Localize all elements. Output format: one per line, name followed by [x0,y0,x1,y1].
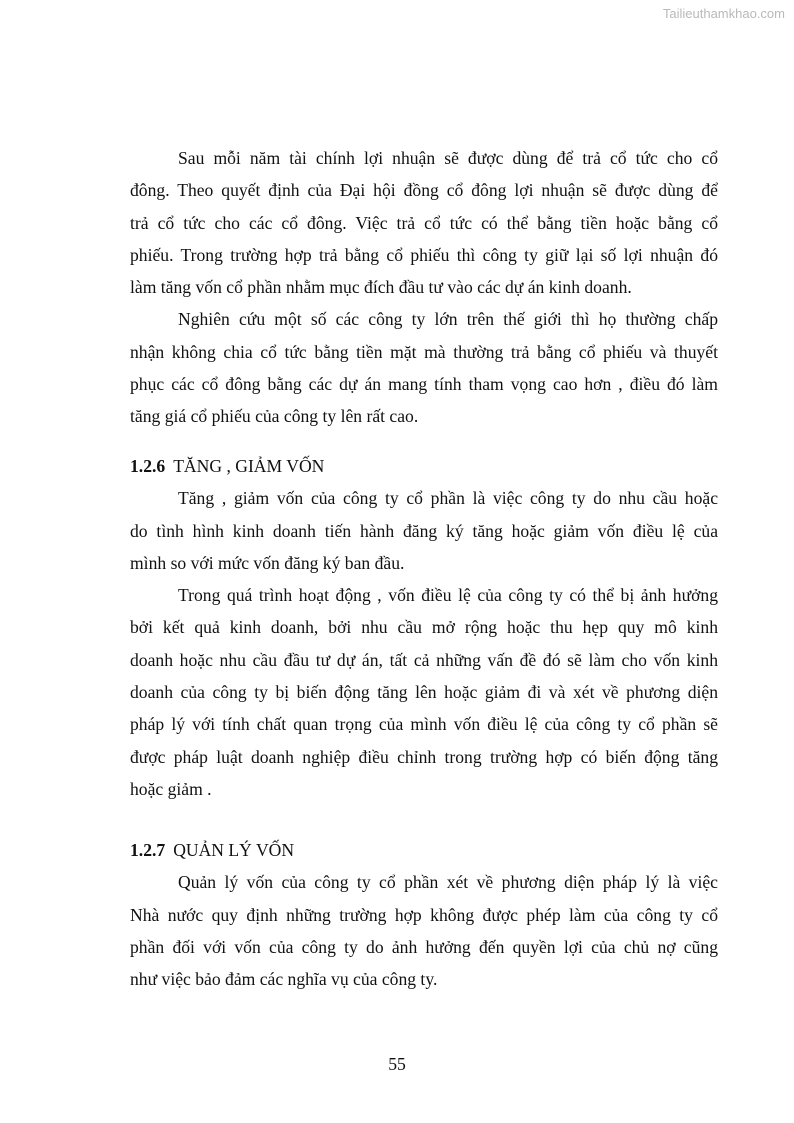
watermark: Tailieuthamkhao.com [662,6,785,21]
text-line: trả cổ tức cho các cổ đông. Việc trả cổ tức có thể bằng tiền hoặc bằng cổ [130,212,718,233]
text-line: do tình hình kinh doanh tiến hành đăng ký tăng hoặc giảm vốn điều lệ của [130,520,718,541]
text-line: đông. Theo quyết định của Đại hội đồng cổ đông lợi nhuận sẽ được dùng để [130,180,718,201]
text-line: bởi kết quả kinh doanh, bởi nhu cầu mở rộng hoặc thu hẹp quy mô kinh [130,617,718,638]
section-title: QUẢN LÝ VỐN [173,840,295,860]
paragraph [130,579,718,805]
text-line: mình so với mức vốn đăng ký ban đầu. [130,552,405,573]
section-number: 1.2.6 [130,456,166,476]
section-title: TĂNG , GIẢM VỐN [173,456,325,476]
paragraph [130,303,718,432]
paragraph [130,866,718,995]
intro-text [130,142,718,433]
page-number: 55 [388,1054,406,1074]
text-line: Sau mỗi năm tài chính lợi nhuận sẽ được dùng để trả cổ tức cho cổ [178,148,718,168]
section-number: 1.2.7 [130,840,166,860]
section-1-2-6 [130,450,718,805]
text-line: Trong quá trình hoạt động , vốn điều lệ của công ty có thể bị ảnh hưởng [178,585,718,606]
text-line: làm tăng vốn cổ phần nhằm mục đích đầu tư vào các dự án kinh doanh. [130,277,632,298]
text-line: được pháp luật doanh nghiệp điều chỉnh trong trường hợp có biến động tăng [130,746,718,767]
text-line: như việc bảo đảm các nghĩa vụ của công ty. [130,969,438,990]
text-line: tăng giá cổ phiếu của công ty lên rất cao. [130,406,419,427]
section-heading [130,834,718,866]
text-line: doanh hoặc nhu cầu đầu tư dự án, tất cả những vấn đề đó sẽ làm cho vốn kinh [130,649,718,670]
text-line: Tăng , giảm vốn của công ty cổ phần là việc công ty do nhu cầu hoặc [178,488,718,509]
text-line: Nhà nước quy định những trường hợp không được phép làm của công ty cổ [130,904,718,925]
text-line: nhận không chia cổ tức bằng tiền mặt mà thường trả bằng cổ phiếu và thuyết [130,341,718,362]
text-line: phục các cổ đông bằng các dự án mang tính tham vọng cao hơn , điều đó làm [130,374,718,395]
section-1-2-7 [130,834,718,995]
text-line: phiếu. Trong trường hợp trả bằng cổ phiếu thì công ty giữ lại số lợi nhuận đó [130,244,718,265]
paragraph [130,142,718,303]
text-line: phần đối với vốn của công ty do ảnh hưởng đến quyền lợi của chủ nợ cũng [130,936,718,957]
section-heading [130,450,718,482]
text-line: hoặc giảm . [130,778,212,799]
paragraph [130,482,718,579]
text-line: pháp lý với tính chất quan trọng của mình vốn điều lệ của công ty cổ phần sẽ [130,714,718,735]
text-line: Nghiên cứu một số các công ty lớn trên thế giới thì họ thường chấp [178,309,718,330]
text-line: doanh của công ty bị biến động tăng lên hoặc giảm đi và xét về phương diện [130,682,718,703]
text-line: Quản lý vốn của công ty cổ phần xét về phương diện pháp lý là việc [178,872,718,893]
